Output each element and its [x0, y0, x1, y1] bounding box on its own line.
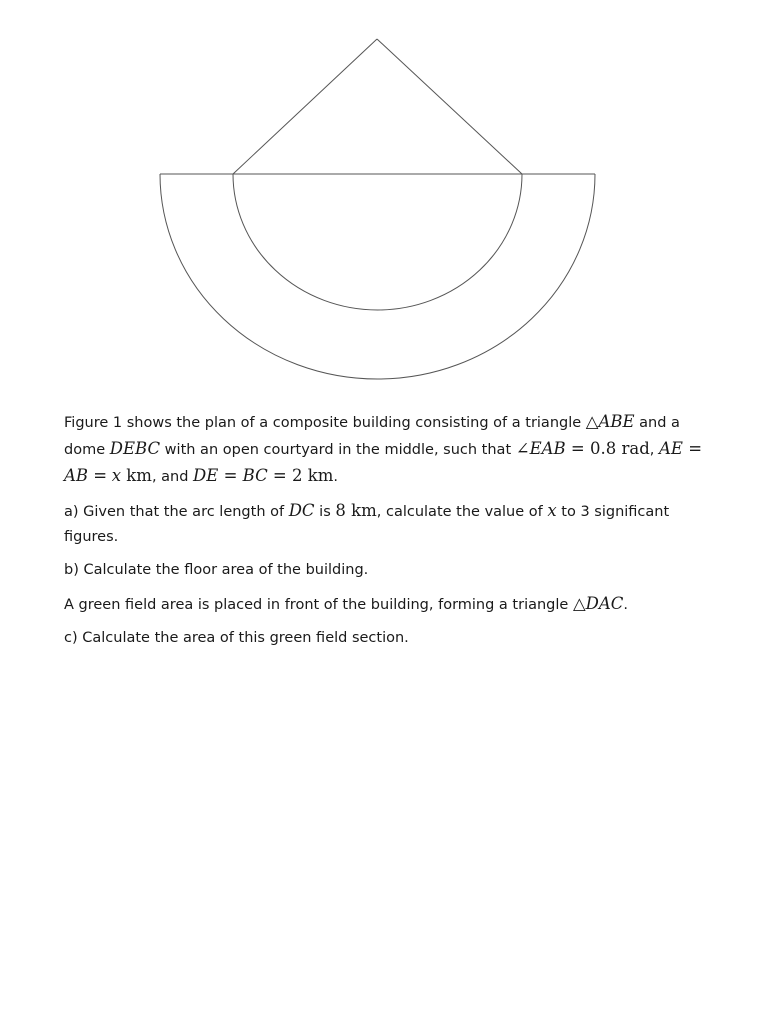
part-b-text: b) Calculate the floor area of the building.	[64, 562, 369, 578]
question-part-a	[64, 498, 712, 550]
triangle-side-ab	[377, 39, 522, 174]
green-field-statement	[64, 591, 712, 618]
question-part-b	[64, 558, 712, 583]
intro-text-2: and a dome	[64, 415, 680, 458]
part-a-text-2: is	[314, 504, 336, 520]
x-variable-math: x	[547, 501, 557, 520]
statement-text-1: A green field area is placed in front of the building, forming a triangle	[64, 597, 573, 613]
intro-text-5: , and	[151, 469, 194, 485]
triangle-dac-math: △DAC	[572, 594, 624, 613]
two-km-math: 2 km	[292, 466, 334, 485]
question-part-c	[64, 626, 712, 651]
outer-arc-dc	[160, 174, 595, 379]
problem-intro	[64, 409, 712, 490]
part-c-text: c) Calculate the area of this green field section.	[64, 630, 409, 646]
part-a-text-3: , calculate the value of	[376, 504, 548, 520]
arc-dc-math: DC	[288, 501, 315, 520]
part-a-text-4: to 3 significant figures.	[64, 504, 670, 545]
angle-value-math: 0.8 rad	[589, 439, 650, 458]
part-a-text-1: a) Given that the arc length of	[64, 504, 289, 520]
inner-arc-eb	[233, 174, 522, 310]
intro-text-1: Figure 1 shows the plan of a composite building consisting of a triangle	[64, 415, 586, 431]
triangle-side-ae	[233, 39, 377, 174]
building-plan-figure	[0, 0, 768, 400]
intro-text-3: with an open courtyard in the middle, such that	[160, 442, 516, 458]
intro-text-4: ,	[649, 442, 659, 458]
x-variable-math: x	[111, 466, 122, 485]
ae-ab-math: AE = AB =	[64, 439, 703, 485]
de-bc-math: DE = BC =	[193, 466, 293, 485]
intro-text-6: .	[333, 469, 339, 485]
km-unit-math: km	[121, 466, 152, 485]
statement-text-2: .	[623, 597, 629, 613]
dome-debc-math: DEBC	[109, 439, 161, 458]
triangle-abe-math: △ABE	[585, 412, 635, 431]
eight-km-math: 8 km	[335, 501, 377, 520]
problem-text	[64, 409, 712, 659]
angle-eab-math: ∠EAB =	[515, 439, 590, 458]
